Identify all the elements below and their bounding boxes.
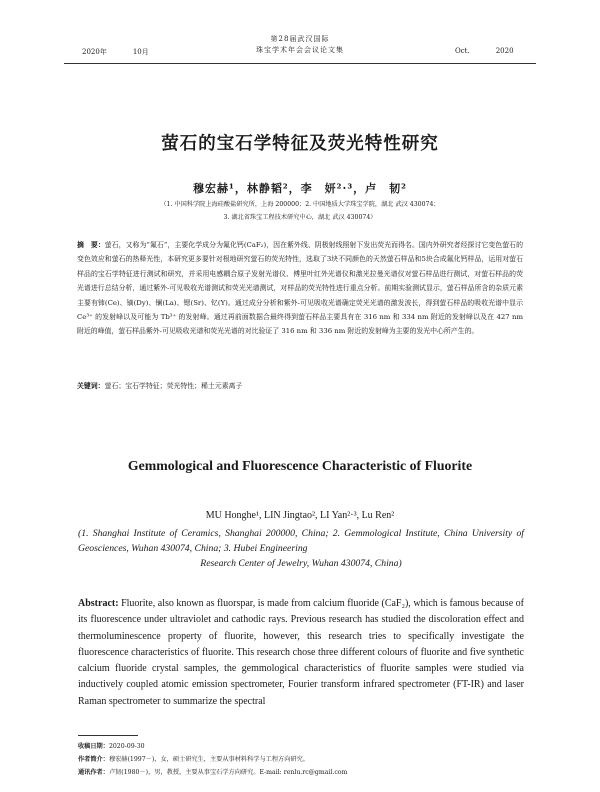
- affiliation-en-text: (1. Shanghai Institute of Ceramics, Shanghai 200000, China; 2. Gemmological Institute, China University of Geosciences, Wuhan 430074, China; 3. Hubei Engineering: [78, 528, 524, 554]
- affiliation-cn-line2: 3. 湖北省珠宝工程技术研究中心，湖北 武汉 430074）: [223, 214, 377, 221]
- affiliation-en: [78, 526, 524, 571]
- keywords-cn: [77, 379, 523, 393]
- received-label: 收稿日期：: [78, 743, 109, 750]
- keywords-cn-text: 萤石；宝石学特征；荧光特性；稀土元素离子: [104, 382, 243, 390]
- year-en: 2020: [495, 47, 514, 55]
- footnote-author: [78, 754, 538, 766]
- header-date-en: [455, 47, 540, 55]
- affiliation-en-last: Research Center of Jewelry, Wuhan 430074, China): [200, 558, 402, 569]
- received-date: 2020-09-30: [108, 743, 145, 750]
- header-date-cn: [82, 47, 175, 57]
- author-bio-text: 穆宏赫(1997－)，女，硕士研究生，主要从事材料科学与工程方向研究。: [108, 756, 309, 763]
- month-cn: 10月: [132, 48, 149, 56]
- author-bio-label: 作者简介：: [78, 756, 109, 763]
- abstract-cn-text: 萤石，又称为“氟石”，主要化学成分为氟化钙(CaF₂)，因在紫外线、阴极射线照射下发出荧光而得名。国内外研究者经探讨它变色萤石的变色效应和萤石的热释光性，本研究更多要针对根地研究萤石的荧光特性，选取了3块不同颜色的天然萤石样品和5块合成氟化钙样品，运用对萤石样品的宝石学特征进行测试和研究，并采用电感耦合原子发射光谱仪、傅里叶红外光谱仪和激光拉曼光谱仪对萤石样品进行测试，对萤石样品的荧光谱进行总结分析，通过紫外-可见吸收光谱测试和荧光光谱测试，对样品的荧光特性进行重点分析。前期实验测试显示，萤石样品所含的杂质元素主要有铈(Ce)、镝(Dy)、镧(La)、锶(Sr)、钇(Y)。通过成分分析和紫外-可见吸收光谱确定荧光光谱的激发波长，得到萤石样品的吸收光谱中显示 Ce³⁺ 的发射峰以及可能为 Tb³⁺ 的发射峰。通过再前面数据合最终得到萤石样品主要具有在 316 nm 和 334 nm 附近的发射峰以及在 427 nm 附近的峰值，萤石样品紫外-可见吸收光谱和荧光光谱的对比验证了 316 nm 和 336 nm 附近的发射峰为主要的发光中心所产生的。: [77, 241, 524, 336]
- footnote-corresponding: [78, 767, 538, 779]
- keywords-cn-label: 关键词：: [77, 382, 105, 390]
- authors-cn: 穆宏赫¹，林静韬²，李 妍²·³，卢 韧²: [193, 182, 407, 195]
- affiliation-cn-line1: （1. 中国科学院上海硅酸盐研究所，上海 200000；2. 中国地质大学珠宝学院，湖北 武汉 430074；: [160, 201, 440, 208]
- header-divider: [64, 63, 536, 64]
- authors-en: MU Honghe¹, LIN Jingtao², LI Yan²·³, Lu Ren²: [205, 510, 395, 521]
- abstract-en-label: Abstract:: [78, 598, 119, 609]
- abstract-cn-label: 摘 要：: [77, 241, 105, 249]
- corresponding-label: 通讯作者：: [78, 769, 109, 776]
- footnote-divider: [78, 735, 138, 736]
- abstract-cn: [77, 238, 523, 339]
- page-title-cn: 萤石的宝石学特征及荧光特性研究: [161, 134, 439, 154]
- page-title-en: Gemmological and Fluorescence Characteristic of Fluorite: [127, 458, 473, 473]
- month-en: Oct.: [455, 47, 470, 55]
- corresponding-text: 卢韧(1980－)，男，教授，主要从事宝石学方向研究。E-mail: renlu.rc@gmail.com: [108, 769, 348, 776]
- abstract-en: [78, 596, 524, 710]
- conference-name-line2: 珠宝学术年会会议论文集: [256, 46, 344, 54]
- abstract-en-text: Fluorite, also known as fluorspar, is made from calcium fluoride (CaF₂), which is famous because of its fluorescence under ultraviolet and cathodic rays. Previous research has studied the discoloration effect and thermoluminescence property of fluorite, however, this research tries to specifically investigate the fluorescence characteristics of fluorite. This research chose three different colours of fluorite and five synthetic calcium fluoride crystal samples, the gemmological characteristics of fluorite samples were studied via inductively coupled atomic emission spectrometer, Fourier transform infrared spectrometer (FT-IR) and laser Raman spectrometer to summarize the spectral: [78, 598, 524, 707]
- year-cn: 2020年: [82, 48, 107, 56]
- conference-name-line1: 第28届武汉国际: [270, 35, 330, 43]
- footnote-received: [78, 741, 538, 753]
